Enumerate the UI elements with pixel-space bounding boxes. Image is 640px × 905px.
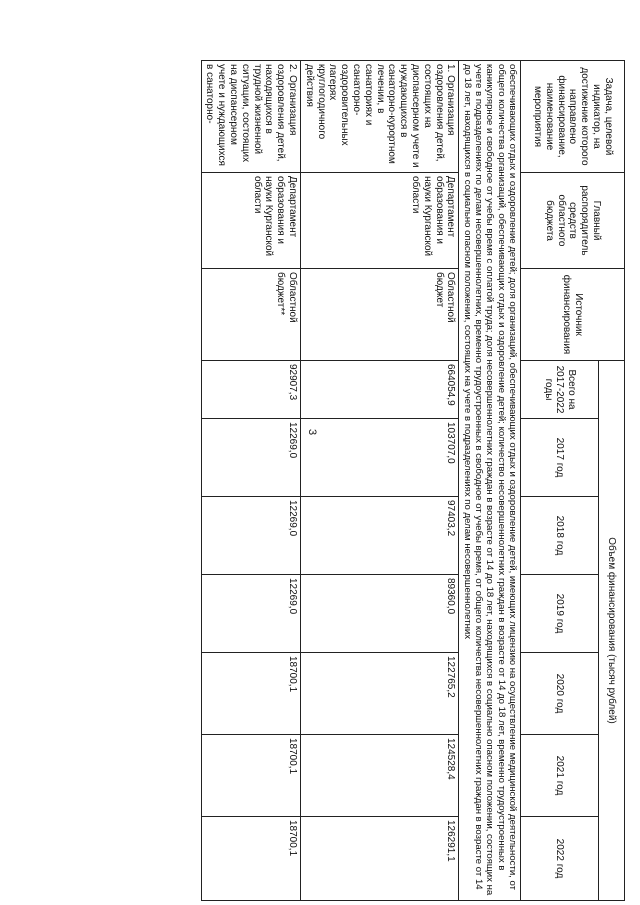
row-value-2019: 89360,0 — [301, 575, 459, 653]
page-number: 3 — [306, 428, 318, 436]
header-row-1 — [599, 61, 625, 901]
row-value-2020: 122765,2 — [301, 653, 459, 735]
header-manager: Главный распорядитель средств областного бюджета — [521, 173, 625, 269]
row-value-2018: 97403,2 — [301, 497, 459, 575]
row-total: 664054,9 — [301, 361, 459, 419]
row-value-2019: 12269,0 — [201, 575, 300, 653]
financing-table — [201, 60, 625, 901]
header-source: Источник финансирования — [521, 269, 625, 361]
header-year-2020: 2020 год — [521, 653, 599, 735]
header-year-2018: 2018 год — [521, 497, 599, 575]
row-value-2021: 124528,4 — [301, 735, 459, 817]
row-value-2022: 18700,1 — [201, 817, 300, 901]
header-year-2021: 2021 год — [521, 735, 599, 817]
header-volume: Объем финансирования (тысяч рублей) — [599, 361, 625, 901]
row-source: Областной бюджет — [301, 269, 459, 361]
indicators-text: обеспечивающих отдых и оздоровление детей; доля организаций, обеспечивающих отдых и оздоровление детей, имеющих лицензию на осуществление медицинской деятельности, от общего количества организаций, обеспечивающих отдых и оздоровление детей; количество несовершеннолетних граждан в возрасте от 14 до 18 лет, временно трудоустроенных в каникулярное и свободное от учебы время с оплатой труда; доля несовершеннолетних граждан в возрасте от 14 до 18 лет, находящихся в социально опасном положении, состоящих на учете в подразделениях по делам несовершеннолетних, временно трудоустроенных в свободное от учебы время, от общего количества несовершеннолетних граждан в возрасте от 14 до 18 лет, находящихся в социально опасном положении, состоящих на учете в подразделениях по делам несовершеннолетних — [459, 61, 521, 901]
row-manager: Департамент образования и науки Курганской области — [201, 173, 300, 269]
row-task: 2. Организация оздоровления детей, находящихся в трудной жизненной ситуации, состоящих на диспансерном учете и нуждающихся в санаторно- — [201, 61, 300, 173]
header-year-2019: 2019 год — [521, 575, 599, 653]
row-source: Областной бюджет** — [201, 269, 300, 361]
row-value-2021: 18700,1 — [201, 735, 300, 817]
row-value-2017: 103707,0 — [301, 419, 459, 497]
indicators-row — [459, 61, 521, 901]
table-row — [201, 61, 300, 901]
row-value-2020: 18700,1 — [201, 653, 300, 735]
rotated-table-sheet — [25, 60, 625, 900]
row-value-2022: 126291,1 — [301, 817, 459, 901]
header-total: Всего на 2017-2022 годы — [521, 361, 599, 419]
table-row — [301, 61, 459, 901]
header-year-2022: 2022 год — [521, 817, 599, 901]
row-value-2018: 12269,0 — [201, 497, 300, 575]
row-value-2017: 12269,0 — [201, 419, 300, 497]
header-task: Задача, целевой индикатор, на достижение которого направлено финансирование, наименование мероприятия — [521, 61, 625, 173]
row-manager: Департамент образования и науки Курганской области — [301, 173, 459, 269]
header-year-2017: 2017 год — [521, 419, 599, 497]
row-task: 1. Организация оздоровления детей, состоящих на диспансерном учете и нуждающихся в санаторно-курортном лечении, в санаториях и санаторно-оздоровительных лагерях круглогодичного действия — [301, 61, 459, 173]
row-total: 92907,3 — [201, 361, 300, 419]
